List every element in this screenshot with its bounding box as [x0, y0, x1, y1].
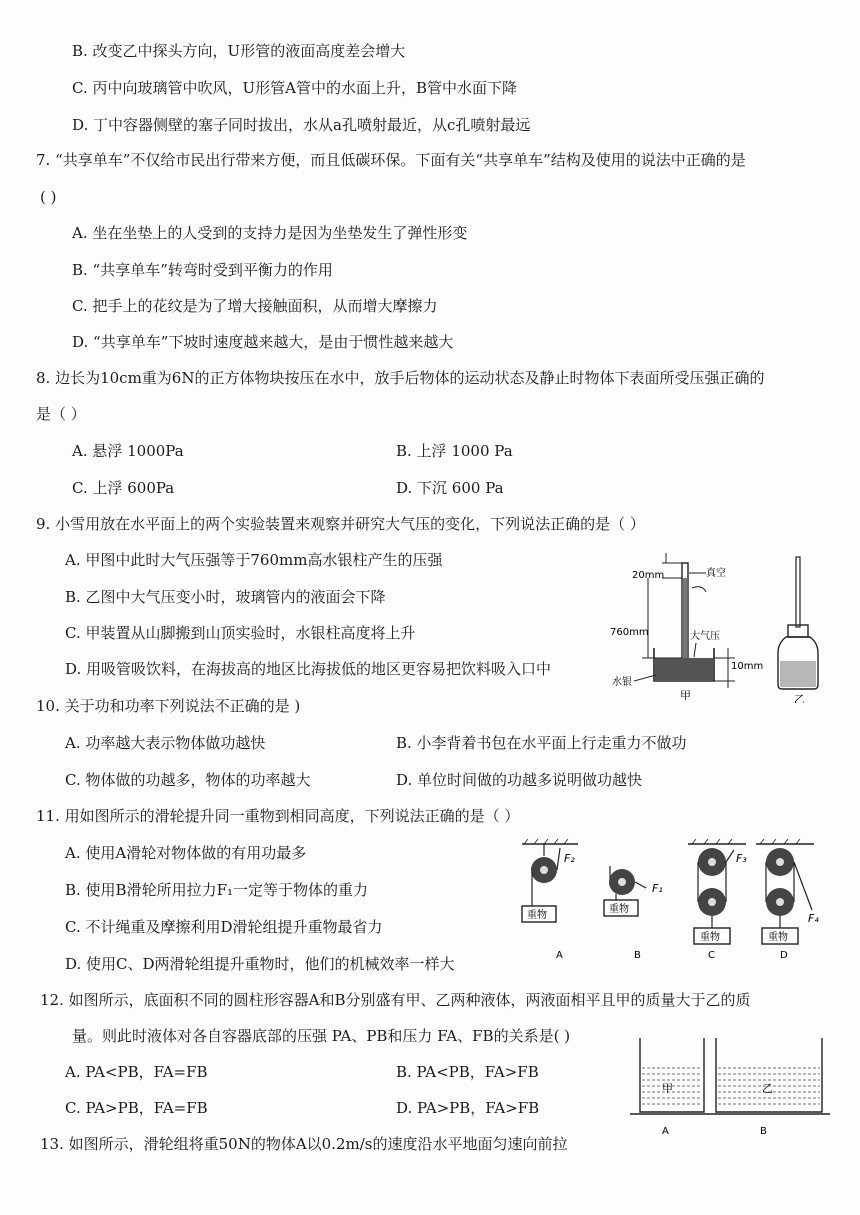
q8-option-c: C. 上浮 600Pa: [72, 479, 175, 497]
q11-option-b: B. 使用B滑轮所用拉力F₁一定等于物体的重力: [65, 881, 369, 899]
q9-label-760mm: 760mm: [610, 627, 649, 638]
q6-option-c: C. 丙中向玻璃管中吹风，U形管A管中的水面上升，B管中水面下降: [72, 79, 517, 97]
q7-answer-paren: ( ): [40, 188, 57, 206]
q7-option-b: B. “共享单车”转弯时受到平衡力的作用: [72, 261, 333, 279]
q11-label-c: C: [708, 950, 715, 961]
q12-stem-line2: 量。则此时液体对各自容器底部的压强 PA、PB和压力 FA、FB的关系是( ): [72, 1027, 571, 1045]
q7-option-d: D. “共享单车”下坡时速度越来越大，是由于惯性越来越大: [72, 333, 454, 351]
q8-stem: 8. 边长为10cm重为6N的正方体物块按压在水中，放手后物体的运动状态及静止时物体下表面所受压强正确的: [36, 369, 765, 387]
q9-label-yi: 乙: [794, 693, 805, 703]
q11-label-f2: F₂: [564, 852, 575, 865]
q9-option-d: D. 用吸管吸饮料，在海拔高的地区比海拔低的地区更容易把饮料吸入口中: [65, 660, 552, 678]
q8-option-a: A. 悬浮 1000Pa: [72, 442, 184, 460]
q8-stem-line2: 是（ ）: [36, 405, 86, 423]
q8-option-b: B. 上浮 1000 Pa: [396, 442, 513, 460]
q9-label-10mm: 10mm: [731, 661, 764, 672]
q9-option-c: C. 甲装置从山脚搬到山顶实验时，水银柱高度将上升: [65, 624, 416, 642]
q12-option-d: D. PA>PB，FA>FB: [396, 1099, 540, 1117]
q10-option-a: A. 功率越大表示物体做功越快: [65, 734, 266, 752]
q11-weight-c: 重物: [700, 932, 720, 943]
q10-option-b: B. 小李背着书包在水平面上行走重力不做功: [396, 734, 687, 752]
q7-stem: 7. “共享单车”不仅给市民出行带来方便，而且低碳环保。下面有关“共享单车”结构及使用的说法中正确的是: [36, 151, 746, 169]
q12-label-jia: 甲: [662, 1082, 673, 1095]
q9-label-mercury: 水银: [612, 677, 632, 688]
q12-option-c: C. PA>PB，FA=FB: [65, 1099, 208, 1117]
q12-label-yi: 乙: [762, 1082, 773, 1095]
q10-option-d: D. 单位时间做的功越多说明做功越快: [396, 771, 643, 789]
q12-label-a: A: [662, 1126, 669, 1137]
q11-pulley-figure: [518, 836, 830, 966]
q12-option-a: A. PA<PB，FA=FB: [65, 1063, 208, 1081]
q11-label-b: B: [634, 950, 641, 961]
q7-option-c: C. 把手上的花纹是为了增大接触面积，从而增大摩擦力: [72, 297, 438, 315]
q12-container-figure: [628, 1030, 834, 1140]
q12-option-b: B. PA<PB，FA>FB: [396, 1063, 539, 1081]
q7-option-a: A. 坐在坐垫上的人受到的支持力是因为坐垫发生了弹性形变: [72, 224, 468, 242]
q10-stem: 10. 关于功和功率下列说法不正确的是 ): [36, 697, 301, 715]
q11-option-d: D. 使用C、D两滑轮组提升重物时，他们的机械效率一样大: [65, 955, 455, 973]
q13-stem: 13. 如图所示，滑轮组将重50N的物体A以0.2m/s的速度沿水平地面匀速向前拉: [40, 1135, 568, 1153]
q11-weight-d: 重物: [768, 932, 788, 943]
q6-option-b: B. 改变乙中探头方向，U形管的液面高度差会增大: [72, 42, 406, 60]
q11-stem: 11. 用如图所示的滑轮提升同一重物到相同高度，下列说法正确的是（ ）: [36, 807, 520, 825]
q9-label-vacuum: 真空: [706, 568, 726, 579]
q8-option-d: D. 下沉 600 Pa: [396, 479, 504, 497]
q11-weight-a: 重物: [527, 910, 547, 921]
q11-option-c: C. 不计绳重及摩擦利用D滑轮组提升重物最省力: [65, 918, 383, 936]
q10-option-c: C. 物体做的功越多，物体的功率越大: [65, 771, 311, 789]
q11-label-f4: F₄: [808, 912, 819, 925]
q11-option-a: A. 使用A滑轮对物体做的有用功最多: [65, 844, 307, 862]
q9-label-atm: 大气压: [690, 631, 720, 642]
q6-option-d: D. 丁中容器侧壁的塞子同时拔出，水从a孔喷射最近，从c孔喷射最远: [72, 116, 531, 134]
q12-label-b: B: [760, 1126, 767, 1137]
q11-label-a: A: [556, 950, 563, 961]
q11-weight-b: 重物: [609, 904, 629, 915]
q9-label-jia: 甲: [680, 689, 691, 702]
q12-stem: 12. 如图所示，底面积不同的圆柱形容器A和B分别盛有甲、乙两种液体，两液面相平且甲的质量大于乙的质: [40, 991, 751, 1009]
q9-barometer-figure: [610, 553, 846, 703]
q9-option-a: A. 甲图中此时大气压强等于760mm高水银柱产生的压强: [65, 551, 443, 569]
q11-label-d: D: [780, 950, 788, 961]
q9-label-20mm: 20mm: [632, 570, 665, 581]
q11-label-f3: F₃: [736, 852, 747, 865]
q9-option-b: B. 乙图中大气压变小时，玻璃管内的液面会下降: [65, 588, 386, 606]
q11-label-f1: F₁: [652, 882, 663, 895]
q9-stem: 9. 小雪用放在水平面上的两个实验装置来观察并研究大气压的变化，下列说法正确的是（ ）: [36, 515, 645, 533]
